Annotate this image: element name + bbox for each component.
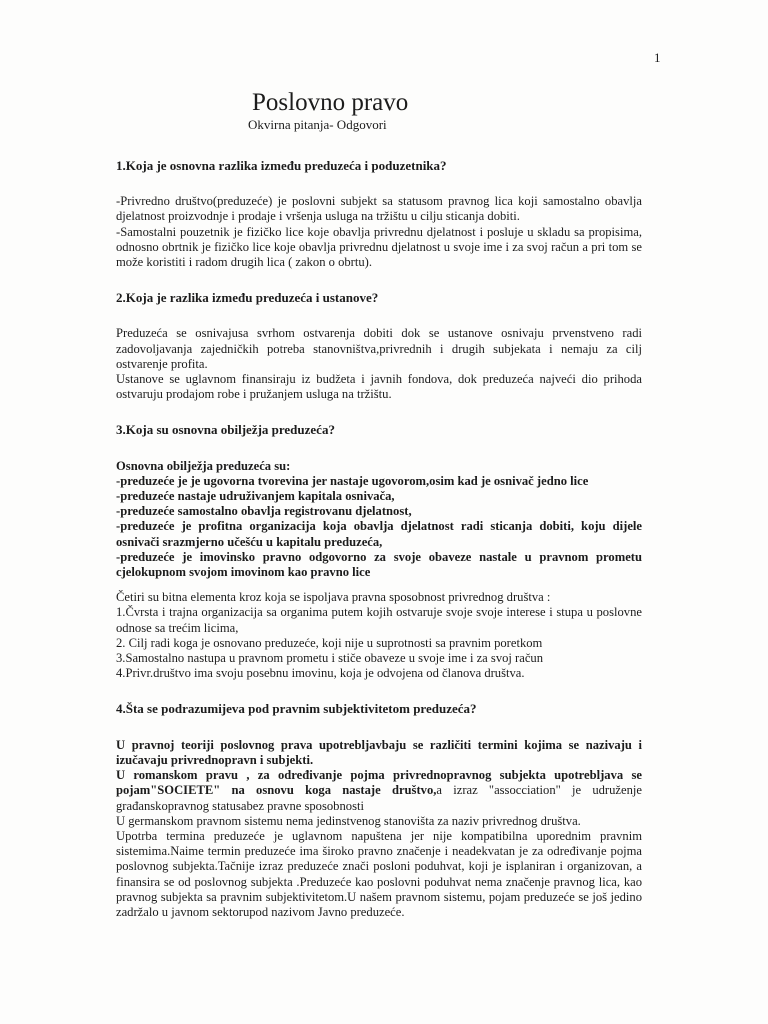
answer-2-paragraph-2: Ustanove se uglavnom finansiraju iz budžeta i javnih fondova, dok preduzeća najveći dio prihoda ostvaruju prodajom robe i pružanjem usluga na tržištu. [116,372,642,402]
answer-4-mixed-2-bold: U romanskom pravu , za određivanje pojma privrednopravnog subjekta upotrebljava se pojam"SOCIETE" na osnovu koga nastaje društvo, [116,768,642,798]
answer-4-mixed-1-bold: U pravnoj teoriji poslovnog prava upotrebljavbaju se različiti termini kojima se nazivaju i izučavaju privrednopravn i subjekti. [116,737,642,767]
answer-2-paragraph-1: Preduzeća se osnivajusa svrhom ostvarenja dobiti dok se ustanove osnivaju prvenstveno radi zadovoljavanja zajedničkih potreba stanovništva,privrednih i drugih subjekata i nemaju za cilj ostvarenje profita. [116,326,642,371]
answer-4-mixed-2-normal: a izraz "assocciation" je udruženje građanskopravnog statusabez pravne sposobnosti [116,783,642,813]
page-number: 1 [654,50,661,65]
question-4: 4.Šta se podrazumijeva pod pravnim subjektivitetom preduzeća? [116,701,477,717]
answer-3-paragraph-1: Četiri su bitna elementa kroz koja se ispoljava pravna sposobnost privrednog društva : [116,590,551,605]
document-subtitle: Okvirna pitanja- Odgovori [248,117,387,132]
answer-4-paragraph-2: Upotrba termina preduzeće je uglavnom napuštena jer nije kompatibilna uporednim pravnim sistemima.Naime termin preduzeće ima široko pravno značenje i neadekvatan je za određivanje pojma poslovnog subjekta.Tačnije izraz preduzeće znači posloni poduhvat, koji je isplaniran i organizovan, a finansira se od poslovnog subjekta .Preduzeće kao poslovni poduhvat nema značenje pravnog lica, kao pravnog subjekta sa pravnim subjektivitetom.U našem pravnom sistemu, pojam preduzeće se još jedino zadržalo u javnom sektorupod nazivom Javno preduzeće. [116,828,642,919]
answer-4-paragraph-1: U germanskom pravnom sistemu nema jedinstvenog stanovišta za naziv privrednog društva. [116,813,581,828]
answer-4-mixed-paragraph-2 [116,768,642,814]
question-1: 1.Koja je osnovna razlika između preduzeća i poduzetnika? [116,158,447,173]
answer-3-bold-item-4: -preduzeće je profitna organizacija koja obavlja djelatnost radi sticanja dobiti, koju dijele osnivači srazmjerno učešću u kapitalu preduzeća, [116,519,642,549]
answer-3-bold-heading: Osnovna obilježja preduzeća su: [116,458,291,473]
answer-1-paragraph-1: -Privredno društvo(preduzeće) je poslovni subjekt sa statusom pravnog lica koji samostalno obavlja djelatnost proizvodnje i prodaje i vršenja usluga na tržištu u cilju sticanja dobiti. [116,194,642,224]
answer-3-paragraph-4: 3.Samostalno nastupa u pravnom prometu i stiče obaveze u svoje ime i za svoj račun [116,651,544,666]
document-title: Poslovno pravo [252,89,409,116]
answer-3-bold-item-3: -preduzeće samostalno obavlja registrovanu djelatnost, [116,504,412,519]
question-3: 3.Koja su osnovna obilježja preduzeća? [116,422,335,438]
answer-3-paragraph-3: 2. Cilj radi koga je osnovano preduzeće, koji nije u suprotnosti sa pravnim poretkom [116,635,543,650]
answer-3-paragraph-2: 1.Čvrsta i trajna organizacija sa organima putem kojih ostvaruje svoje svoje interese i stupa u poslovne odnose sa trećim licima, [116,605,642,635]
answer-3-bold-item-1: -preduzeće je je ugovorna tvorevina jer nastaje ugovorom,osim kad je osnivač jedno lice [116,473,589,488]
document-body [116,158,642,920]
answer-3-bold-item-2: -preduzeće nastaje udruživanjem kapitala osnivača, [116,489,395,504]
answer-3-paragraph-5: 4.Privr.društvo ima svoju posebnu imovinu, koja je odvojena od članova društva. [116,666,525,681]
question-2: 2.Koja je razlika između preduzeća i ustanove? [116,290,379,306]
answer-1-paragraph-2: -Samostalni pouzetnik je fizičko lice koje obavlja privrednu djelatnost i posluje u skladu sa propisima, odnosno obrtnik je fizičko lice koje obavlja privrednu djelatnost u svoje ime i za svoj račun a pri tom se može koristiti i radom drugih lica ( zakon o obrtu). [116,224,642,270]
answer-3-bold-item-5: -preduzeće je imovinsko pravno odgovorno za svoje obaveze nastale u pravnom prometu cjelokupnom svojom imovinom kao pravno lice [116,549,642,580]
answer-4-mixed-paragraph-1 [116,738,642,768]
